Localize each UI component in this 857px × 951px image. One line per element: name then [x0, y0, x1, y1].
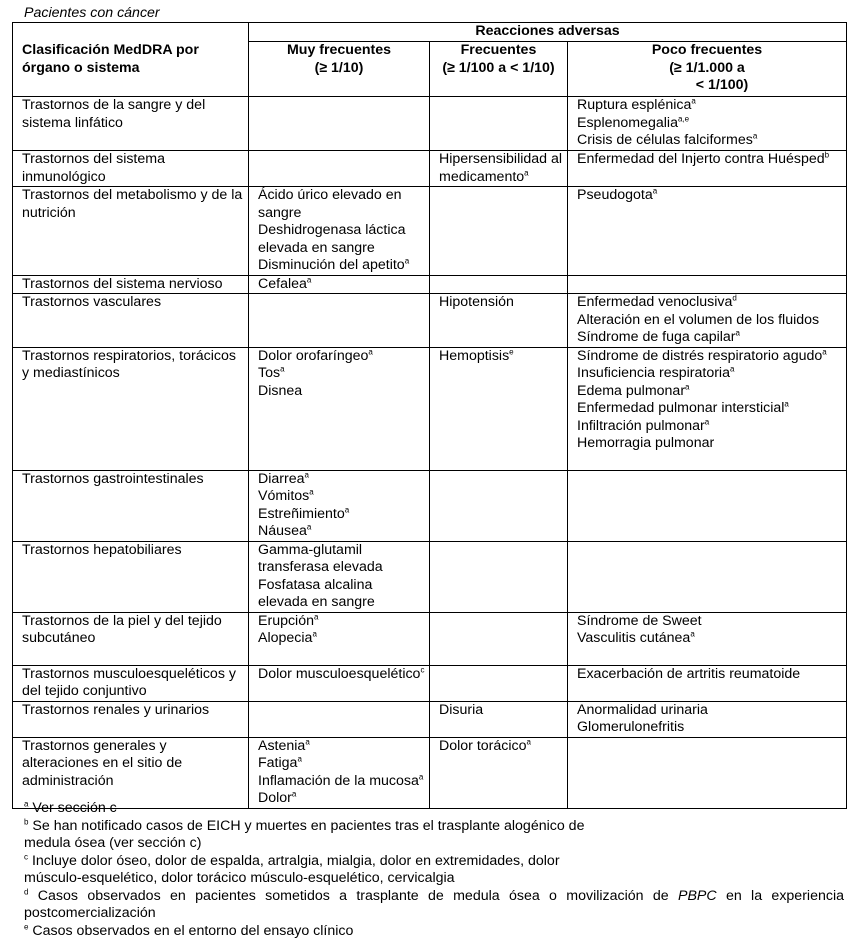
reaction-item [258, 523, 425, 541]
footnote-ref: a [752, 131, 758, 141]
reaction-item [439, 151, 563, 186]
footnote-mark: d [24, 886, 29, 896]
soc-cell: Trastornos generales y alteraciones en el sitio de administración [13, 737, 249, 808]
reaction-item [258, 630, 425, 648]
common-cell [430, 151, 568, 187]
reaction-item [577, 115, 842, 133]
table-row [13, 275, 847, 294]
reaction-text: Glomerulonefritis [577, 719, 685, 735]
footnote-text: Casos observados en el entorno del ensayo clínico [28, 922, 354, 939]
reaction-item [577, 151, 842, 169]
footnote-ref: a [305, 736, 310, 746]
footnotes [24, 800, 844, 940]
soc-cell: Trastornos del sistema nervioso [13, 275, 249, 294]
common-cell [430, 541, 568, 612]
common-cell [430, 612, 568, 665]
reaction-item [439, 348, 563, 366]
reaction-item [439, 702, 563, 720]
very-common-cell [249, 737, 430, 808]
very-common-cell [249, 151, 430, 187]
table-row [13, 541, 847, 612]
very-common-cell [249, 541, 430, 612]
footnote [24, 888, 844, 923]
uncommon-cell [568, 541, 847, 612]
reaction-item [577, 719, 842, 737]
table-row [13, 470, 847, 541]
table-row [13, 737, 847, 808]
common-cell [430, 97, 568, 151]
footnote [24, 923, 844, 941]
footnote-ref: a [309, 487, 314, 497]
footnote-mark: e [24, 921, 29, 931]
footnote-ref: a [280, 364, 285, 374]
reaction-text: Hipotensión [439, 294, 514, 310]
reaction-item [258, 666, 425, 684]
table-row [13, 665, 847, 701]
footnote-text: Casos observados en pacientes sometidos a trasplante de medula ósea o movilización de PBPC en la experiencia postcomercialización [24, 887, 844, 921]
very-common-cell [249, 701, 430, 737]
uncommon-cell [568, 737, 847, 808]
footnote-text: Incluye dolor óseo, dolor de espalda, artralgia, mialgia, dolor en extremidades, dolor músculo-esquelético, dolor torácico músculo-esquelético, cervicalgia [24, 852, 560, 886]
header-very-common [249, 42, 430, 97]
footnote-ref: a [685, 381, 690, 391]
very-common-cell [249, 275, 430, 294]
reaction-text: Dolor orofaríngeo [258, 347, 369, 364]
footnote-ref: e [509, 346, 514, 356]
very-common-cell [249, 97, 430, 151]
reaction-text: Disuria [439, 701, 484, 718]
footnote-ref: a [735, 328, 740, 338]
reaction-text: Ruptura esplénica [577, 97, 692, 113]
common-cell [430, 275, 568, 294]
reaction-text: Inflamación de la mucosa [258, 772, 419, 789]
very-common-cell [249, 612, 430, 665]
soc-cell: Trastornos vasculares [13, 294, 249, 348]
footnote [24, 853, 604, 888]
header-common-range: (≥ 1/100 a < 1/10) [442, 59, 555, 76]
reaction-item [258, 613, 425, 631]
soc-cell: Trastornos renales y urinarios [13, 701, 249, 737]
reaction-text: Edema pulmonar [577, 382, 686, 399]
header-very-common-label: Muy frecuentes [286, 42, 392, 58]
common-cell [430, 665, 568, 701]
footnote-mark: c [24, 851, 28, 861]
reaction-item [577, 365, 842, 383]
footnote-ref: a [297, 754, 302, 764]
table-row [13, 187, 847, 276]
reaction-item [577, 132, 842, 150]
reaction-item [577, 666, 842, 684]
footnote-ref: a [418, 771, 424, 781]
footnote-ref: b [824, 150, 830, 160]
reaction-item [577, 348, 842, 366]
reaction-text: Dolor torácico [439, 737, 527, 754]
footnote-ref: a [314, 611, 319, 621]
reaction-item [258, 276, 425, 294]
reaction-item [577, 383, 842, 401]
uncommon-cell [568, 151, 847, 187]
soc-cell: Trastornos musculoesqueléticos y del tejido conjuntivo [13, 665, 249, 701]
footnote-mark: b [24, 816, 29, 826]
table-row [13, 701, 847, 737]
reaction-text: Síndrome de distrés respiratorio agudo [577, 347, 823, 364]
reaction-text: Alopecia [258, 630, 313, 646]
footnote-text: Se han notificado casos de EICH y muertes en pacientes tras el trasplante alogénico de medula ósea (ver sección c) [24, 817, 585, 851]
reaction-text: Esplenomegalia [577, 114, 678, 131]
reaction-text: Alteración en el volumen de los fluidos [577, 311, 820, 328]
uncommon-cell [568, 701, 847, 737]
reaction-text: Pseudogota [577, 187, 653, 203]
header-very-common-range: (≥ 1/10) [314, 59, 364, 76]
reaction-item [258, 365, 425, 383]
footnote-ref: a,e [677, 113, 690, 123]
footnote-ref: a [690, 629, 695, 639]
table-row [13, 612, 847, 665]
reaction-text: Enfermedad del Injerto contra Huésped [577, 151, 825, 167]
reaction-item [439, 294, 563, 312]
reaction-item [258, 187, 425, 222]
very-common-cell [249, 187, 430, 276]
reaction-item [258, 755, 425, 773]
reaction-item [258, 506, 425, 524]
header-uncommon-range-1: (≥ 1/1.000 a [669, 59, 745, 76]
reaction-item [258, 577, 425, 612]
reaction-text: Anormalidad urinaria [577, 701, 708, 718]
reaction-text: Disnea [258, 382, 303, 399]
uncommon-cell [568, 347, 847, 470]
very-common-cell [249, 665, 430, 701]
header-common-label: Frecuentes [460, 42, 537, 58]
reaction-text: Fosfatasa alcalina elevada en sangre [258, 576, 375, 610]
uncommon-cell [568, 294, 847, 348]
reaction-text: Dolor musculoesquelético [258, 665, 421, 682]
reaction-item [439, 738, 563, 756]
soc-cell: Trastornos respiratorios, torácicos y mediastínicos [13, 347, 249, 470]
reaction-item [577, 97, 842, 115]
soc-cell: Trastornos de la sangre y del sistema linfático [13, 97, 249, 151]
reaction-item [577, 312, 842, 330]
reaction-text: Cefalea [258, 275, 307, 292]
footnote-ref: a [822, 346, 827, 356]
soc-cell: Trastornos de la piel y del tejido subcutáneo [13, 612, 249, 665]
reaction-item [258, 471, 425, 489]
table-row [13, 347, 847, 470]
reaction-item [577, 400, 842, 418]
uncommon-cell [568, 612, 847, 665]
reaction-item [258, 488, 425, 506]
reaction-item [577, 329, 842, 347]
common-cell [430, 701, 568, 737]
header-uncommon-label: Poco frecuentes [651, 42, 763, 58]
footnote-ref: a [784, 399, 789, 409]
uncommon-cell [568, 275, 847, 294]
common-cell [430, 187, 568, 276]
footnote [24, 818, 624, 853]
reaction-item [577, 294, 842, 312]
footnote-ref: a [291, 789, 297, 799]
footnote-ref: a [729, 364, 735, 374]
reaction-text: Tos [258, 365, 281, 381]
header-uncommon [568, 42, 847, 97]
adverse-reactions-table [12, 22, 847, 809]
reaction-text: Gamma-glutamil transferasa elevada [258, 541, 383, 575]
reaction-text: Vómitos [258, 488, 310, 504]
footnote-ref: a [652, 186, 658, 196]
very-common-cell [249, 294, 430, 348]
reaction-item [258, 738, 425, 756]
soc-cell: Trastornos del sistema inmunológico [13, 151, 249, 187]
reaction-text: Diarrea [258, 470, 305, 487]
reaction-text: Vasculitis cutánea [577, 630, 691, 646]
header-reactions: Reacciones adversas [249, 23, 847, 42]
reaction-text: Síndrome de fuga capilar [577, 329, 736, 345]
common-cell [430, 470, 568, 541]
footnote-ref: a [312, 629, 317, 639]
reaction-text: Ácido úrico elevado en sangre [258, 187, 402, 221]
footnote-ref: a [704, 416, 710, 426]
reaction-item [577, 702, 842, 720]
very-common-cell [249, 347, 430, 470]
reaction-text: Enfermedad pulmonar intersticial [577, 400, 785, 416]
table-caption: Pacientes con cáncer [24, 5, 160, 21]
common-cell [430, 294, 568, 348]
footnote-text: Ver sección c [28, 800, 117, 816]
header-common [430, 42, 568, 97]
reaction-text: Exacerbación de artritis reumatoide [577, 665, 801, 682]
footnote-ref: a [344, 504, 350, 514]
table-row [13, 151, 847, 187]
reaction-item [258, 383, 425, 401]
reaction-text: Disminución del apetito [258, 257, 405, 273]
header-uncommon-range-2: < 1/100) [695, 77, 749, 93]
reaction-item [258, 542, 425, 577]
uncommon-cell [568, 187, 847, 276]
uncommon-cell [568, 97, 847, 151]
very-common-cell [249, 470, 430, 541]
reaction-item [258, 257, 425, 275]
reaction-item [577, 418, 842, 436]
reaction-item [577, 630, 842, 648]
footnote-ref: c [420, 664, 425, 674]
reaction-item [577, 187, 842, 205]
table-row [13, 97, 847, 151]
footnote-ref: a [304, 469, 309, 479]
reaction-text: Síndrome de Sweet [577, 612, 702, 629]
reaction-item [258, 773, 423, 789]
reaction-item [577, 613, 842, 631]
reaction-text: Hemorragia pulmonar [577, 435, 715, 451]
footnote [24, 800, 844, 818]
common-cell [430, 347, 568, 470]
reaction-text: Dolor [258, 790, 292, 806]
footnote-ref: a [524, 167, 529, 177]
footnote-ref: a [526, 736, 531, 746]
uncommon-cell [568, 470, 847, 541]
footnote-ref: a [368, 346, 373, 356]
reaction-text: Hipersensibilidad al medicamento [439, 151, 563, 185]
footnote-mark: a [24, 799, 29, 809]
soc-cell: Trastornos hepatobiliares [13, 541, 249, 612]
header-row-1 [13, 23, 847, 42]
header-classification: Clasificación MedDRA por órgano o sistema [13, 23, 249, 97]
reaction-text: Enfermedad venoclusiva [577, 294, 733, 310]
reaction-item [258, 222, 425, 257]
soc-cell: Trastornos del metabolismo y de la nutrición [13, 187, 249, 276]
reaction-text: Infiltración pulmonar [577, 417, 705, 434]
reaction-text: Insuficiencia respiratoria [577, 365, 730, 381]
reaction-text: Náusea [258, 523, 307, 539]
table-body [13, 97, 847, 809]
table-row [13, 294, 847, 348]
soc-cell: Trastornos gastrointestinales [13, 470, 249, 541]
reaction-text: Hemoptisis [439, 347, 510, 364]
reaction-item [258, 348, 425, 366]
reaction-item [577, 435, 842, 453]
reaction-text: Crisis de células falciformes [577, 132, 753, 148]
footnote-ref: d [732, 293, 737, 303]
reaction-text: Erupción [258, 612, 314, 629]
reaction-text: Deshidrogenasa láctica elevada en sangre [258, 222, 406, 256]
reaction-text: Estreñimiento [258, 505, 345, 522]
reaction-text: Fatiga [258, 755, 298, 771]
footnote-ref: a [306, 274, 312, 284]
footnote-ref: a [306, 522, 312, 532]
footnote-ref: a [404, 256, 410, 266]
footnote-ref: a [691, 96, 696, 106]
common-cell [430, 737, 568, 808]
reaction-text: Astenia [258, 737, 306, 754]
uncommon-cell [568, 665, 847, 701]
